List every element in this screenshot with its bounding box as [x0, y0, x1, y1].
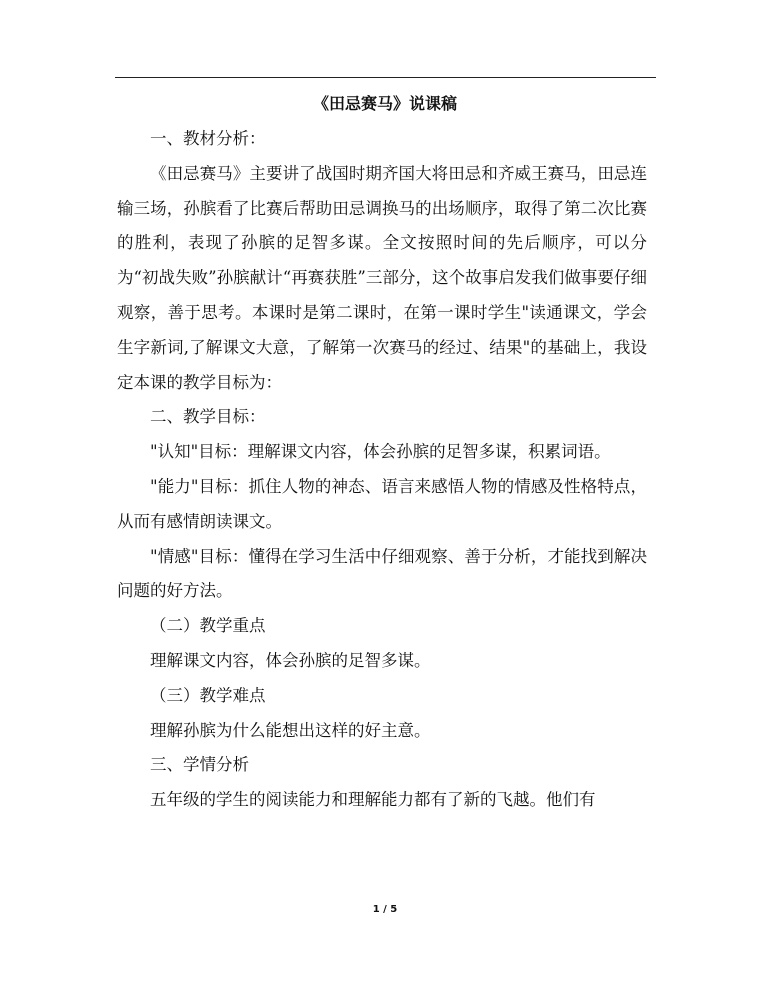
subheading-teaching-focus: （二）教学重点: [150, 616, 266, 636]
section-heading-textbook-analysis: 一、教材分析：: [150, 129, 266, 148]
document-title: 《田忌赛马》说课稿: [312, 94, 457, 113]
teaching-difficulty-text: 理解孙膑为什么能想出这样的好主意。: [150, 720, 431, 740]
page-number: 1 / 5: [372, 904, 398, 915]
goal-ability: "能力"目标：抓住人物的神态、语言来感悟人物的情感及性格特点，从而有感情朗读课文。: [117, 476, 647, 531]
student-analysis-text: 五年级的学生的阅读能力和理解能力都有了新的飞越。他们有: [150, 790, 596, 810]
goal-cognitive: "认知"目标：理解课文内容，体会孙膑的足智多谋，积累词语。: [150, 442, 611, 462]
goal-emotion: "情感"目标：懂得在学习生活中仔细观察、善于分析，才能找到解决问题的好方法。: [117, 546, 647, 601]
section-heading-student-analysis: 三、学情分析: [150, 755, 249, 775]
subheading-teaching-difficulty: （三）教学难点: [150, 685, 266, 705]
document-body: [117, 122, 647, 818]
section-heading-teaching-goals: 二、教学目标：: [150, 407, 266, 427]
header-rule: [115, 77, 656, 78]
teaching-focus-text: 理解课文内容，体会孙膑的足智多谋。: [150, 650, 431, 670]
paragraph-story-summary: 《田忌赛马》主要讲了战国时期齐国大将田忌和齐威王赛马，田忌连输三场，孙膑看了比赛后帮助田忌调换马的出场顺序，取得了第二次比赛的胜利，表现了孙膑的足智多谋。全文按照时间的先后顺序，可以分为“初战失败”孙膑献计“再赛获胜”三部分，这个故事启发我们做事要仔细观察，善于思考。本课时是第二课时，在第一课时学生"读通课文，学会生字新词,了解课文大意，了解第一次赛马的经过、结果"的基础上，我设定本课的教学目标为：: [117, 163, 647, 392]
